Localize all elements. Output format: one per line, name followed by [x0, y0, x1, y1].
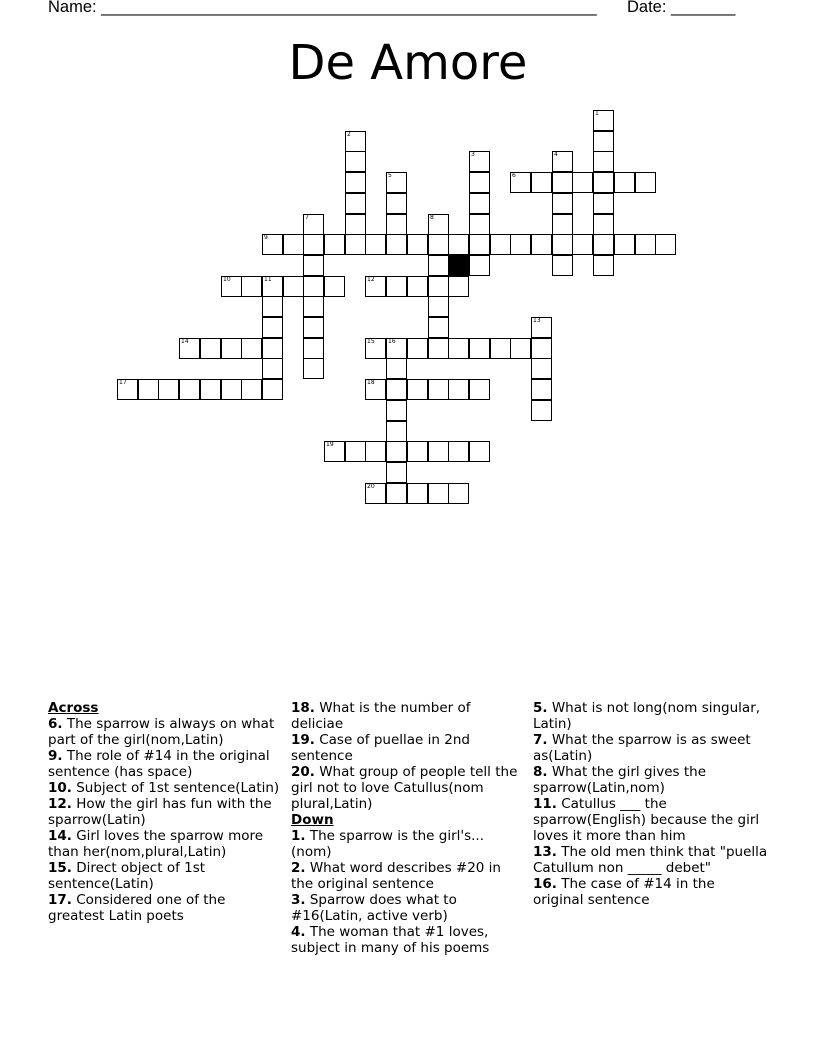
- grid-cell[interactable]: [593, 131, 614, 152]
- grid-cell[interactable]: [117, 379, 138, 400]
- grid-cell[interactable]: [593, 214, 614, 235]
- grid-cell[interactable]: [593, 193, 614, 214]
- clue-number: 17: [119, 379, 127, 386]
- clue-text: Catullus ___ the sparrow(English) because the girl loves it more than him: [533, 796, 760, 844]
- grid-cell[interactable]: [448, 276, 469, 297]
- grid-cell[interactable]: [262, 234, 283, 255]
- grid-cell[interactable]: [303, 276, 324, 297]
- grid-cell[interactable]: [345, 151, 366, 172]
- grid-cell[interactable]: [531, 338, 552, 359]
- clue-text: What is not long(nom singular, Latin): [533, 700, 761, 732]
- clue-number: 8: [430, 214, 434, 221]
- clue-text: How the girl has fun with the sparrow(Latin): [48, 796, 272, 828]
- clue-item: [48, 892, 280, 924]
- grid-cell[interactable]: [614, 234, 635, 255]
- grid-cell[interactable]: [303, 214, 324, 235]
- clue-item: [291, 892, 523, 924]
- clue-number: 9: [264, 234, 268, 241]
- clue-text: What group of people tell the girl not to love Catullus(nom plural,Latin): [291, 764, 518, 812]
- clue-number-label: 10.: [48, 780, 72, 796]
- grid-cell[interactable]: [655, 234, 676, 255]
- clue-column-3: [533, 700, 768, 908]
- grid-cell[interactable]: [407, 379, 428, 400]
- grid-cell[interactable]: [345, 441, 366, 462]
- grid-cell[interactable]: [324, 276, 345, 297]
- grid-cell[interactable]: [531, 358, 552, 379]
- grid-cell[interactable]: [345, 131, 366, 152]
- clue-number: 4: [554, 151, 558, 158]
- grid-cell[interactable]: [490, 338, 511, 359]
- grid-cell[interactable]: [365, 276, 386, 297]
- clue-number-label: 14.: [48, 828, 72, 844]
- clue-number: 10: [223, 276, 231, 283]
- clue-item: [533, 764, 768, 796]
- date-line: Date: _______: [627, 0, 736, 16]
- grid-cell[interactable]: [428, 234, 449, 255]
- clue-text: Sparrow does what to #16(Latin, active verb): [291, 892, 457, 924]
- grid-cell[interactable]: [365, 338, 386, 359]
- grid-cell[interactable]: [448, 483, 469, 504]
- grid-cell[interactable]: [593, 110, 614, 131]
- grid-cell[interactable]: [241, 276, 262, 297]
- grid-cell[interactable]: [428, 317, 449, 338]
- grid-cell[interactable]: [345, 234, 366, 255]
- clue-number-label: 3.: [291, 892, 306, 908]
- grid-cell[interactable]: [593, 255, 614, 276]
- clue-item: [291, 924, 523, 956]
- grid-cell[interactable]: [262, 276, 283, 297]
- grid-cell[interactable]: [200, 338, 221, 359]
- clue-number-label: 12.: [48, 796, 72, 812]
- grid-cell[interactable]: [386, 276, 407, 297]
- grid-cell[interactable]: [386, 338, 407, 359]
- clue-number: 12: [367, 276, 375, 283]
- clue-text: What word describes #20 in the original sentence: [291, 860, 501, 892]
- grid-cell[interactable]: [283, 276, 304, 297]
- grid-cell[interactable]: [428, 379, 449, 400]
- grid-cell[interactable]: [221, 338, 242, 359]
- grid-cell[interactable]: [448, 338, 469, 359]
- clue-number: 1: [595, 110, 599, 117]
- grid-cell[interactable]: [345, 214, 366, 235]
- clue-number-label: 20.: [291, 764, 315, 780]
- page-title: De Amore: [288, 35, 528, 91]
- grid-cell[interactable]: [324, 234, 345, 255]
- grid-cell[interactable]: [303, 358, 324, 379]
- grid-cell[interactable]: [428, 214, 449, 235]
- grid-cell[interactable]: [572, 172, 593, 193]
- clue-number: 20: [367, 483, 375, 490]
- grid-cell[interactable]: [510, 172, 531, 193]
- clue-number: 13: [533, 317, 541, 324]
- grid-cell[interactable]: [303, 234, 324, 255]
- clue-number-label: 18.: [291, 700, 315, 716]
- clue-text: What the girl gives the sparrow(Latin,nom): [533, 764, 707, 796]
- grid-cell[interactable]: [241, 338, 262, 359]
- grid-cell[interactable]: [490, 234, 511, 255]
- clue-item: [291, 860, 523, 892]
- grid-cell[interactable]: [552, 151, 573, 172]
- grid-cell[interactable]: [448, 234, 469, 255]
- grid-cell[interactable]: [158, 379, 179, 400]
- grid-cell[interactable]: [386, 172, 407, 193]
- clue-text: The old men think that "puella Catullum non _____ debet": [533, 844, 768, 876]
- clue-number-label: 1.: [291, 828, 306, 844]
- grid-cell[interactable]: [179, 379, 200, 400]
- grid-cell[interactable]: [303, 255, 324, 276]
- grid-cell[interactable]: [510, 234, 531, 255]
- clue-item: [48, 828, 280, 860]
- clue-text: What the sparrow is as sweet as(Latin): [533, 732, 751, 764]
- grid-cell[interactable]: [262, 296, 283, 317]
- grid-cell[interactable]: [428, 338, 449, 359]
- clue-item: [48, 780, 280, 796]
- clue-number-label: 13.: [533, 844, 557, 860]
- grid-cell[interactable]: [635, 172, 656, 193]
- clue-item: [291, 700, 523, 732]
- grid-cell[interactable]: [552, 255, 573, 276]
- grid-cell[interactable]: [448, 441, 469, 462]
- grid-cell[interactable]: [386, 214, 407, 235]
- clue-number: 16: [388, 338, 396, 345]
- grid-cell[interactable]: [303, 317, 324, 338]
- grid-cell[interactable]: [262, 358, 283, 379]
- clue-text: The sparrow is the girl's...(nom): [291, 828, 485, 860]
- clue-number: 11: [264, 276, 272, 283]
- clue-section-heading: Down: [291, 812, 334, 828]
- grid-cell[interactable]: [221, 276, 242, 297]
- grid-cell[interactable]: [531, 172, 552, 193]
- clue-item: [291, 828, 523, 860]
- grid-cell[interactable]: [241, 379, 262, 400]
- clue-text: Girl loves the sparrow more than her(nom,plural,Latin): [48, 828, 264, 860]
- grid-cell[interactable]: [469, 214, 490, 235]
- grid-cell[interactable]: [469, 172, 490, 193]
- clue-number: 3: [471, 151, 475, 158]
- grid-cell[interactable]: [262, 379, 283, 400]
- grid-cell[interactable]: [200, 379, 221, 400]
- grid-cell[interactable]: [324, 441, 345, 462]
- grid-cell[interactable]: [531, 379, 552, 400]
- clue-item: [48, 748, 280, 780]
- grid-cell[interactable]: [407, 276, 428, 297]
- grid-cell[interactable]: [386, 234, 407, 255]
- clue-item: [533, 700, 768, 732]
- clue-item: [533, 876, 768, 908]
- grid-cell[interactable]: [448, 379, 469, 400]
- grid-cell[interactable]: [531, 234, 552, 255]
- grid-cell[interactable]: [407, 234, 428, 255]
- clue-number-label: 5.: [533, 700, 548, 716]
- grid-cell[interactable]: [303, 338, 324, 359]
- grid-cell[interactable]: [428, 276, 449, 297]
- clue-number: 18: [367, 379, 375, 386]
- grid-cell[interactable]: [469, 441, 490, 462]
- clue-text: Considered one of the greatest Latin poets: [48, 892, 226, 924]
- clue-number-label: 4.: [291, 924, 306, 940]
- grid-block-cell: [448, 255, 469, 276]
- clue-number-label: 9.: [48, 748, 63, 764]
- grid-cell[interactable]: [552, 214, 573, 235]
- grid-cell[interactable]: [365, 379, 386, 400]
- clue-number-label: 17.: [48, 892, 72, 908]
- grid-cell[interactable]: [593, 151, 614, 172]
- clue-number: 19: [326, 441, 334, 448]
- grid-cell[interactable]: [386, 193, 407, 214]
- clue-item: [533, 844, 768, 876]
- grid-cell[interactable]: [386, 483, 407, 504]
- clue-section-heading: Across: [48, 700, 99, 716]
- grid-cell[interactable]: [365, 483, 386, 504]
- clue-number-label: 8.: [533, 764, 548, 780]
- grid-cell[interactable]: [552, 193, 573, 214]
- grid-cell[interactable]: [386, 379, 407, 400]
- grid-cell[interactable]: [365, 441, 386, 462]
- grid-cell[interactable]: [407, 338, 428, 359]
- clue-column-2: [291, 700, 523, 956]
- clue-number: 7: [305, 214, 309, 221]
- grid-cell[interactable]: [386, 358, 407, 379]
- grid-cell[interactable]: [469, 255, 490, 276]
- grid-cell[interactable]: [262, 317, 283, 338]
- clue-item: [533, 732, 768, 764]
- grid-cell[interactable]: [614, 172, 635, 193]
- grid-cell[interactable]: [386, 421, 407, 442]
- grid-cell[interactable]: [407, 483, 428, 504]
- name-line: Name: ______________________________________________________: [48, 0, 597, 16]
- clue-number: 14: [181, 338, 189, 345]
- clue-text: The sparrow is always on what part of the girl(nom,Latin): [48, 716, 275, 748]
- grid-cell[interactable]: [469, 151, 490, 172]
- clue-number: 2: [347, 131, 351, 138]
- grid-cell[interactable]: [531, 317, 552, 338]
- grid-cell[interactable]: [221, 379, 242, 400]
- clue-text: The case of #14 in the original sentence: [533, 876, 715, 908]
- clue-number-label: 19.: [291, 732, 315, 748]
- clue-text: The role of #14 in the original sentence (has space): [48, 748, 270, 780]
- grid-cell[interactable]: [365, 234, 386, 255]
- clue-number-label: 6.: [48, 716, 63, 732]
- grid-cell[interactable]: [469, 379, 490, 400]
- clue-number-label: 11.: [533, 796, 557, 812]
- grid-cell[interactable]: [283, 234, 304, 255]
- grid-cell[interactable]: [469, 338, 490, 359]
- grid-cell[interactable]: [428, 296, 449, 317]
- grid-cell[interactable]: [552, 172, 573, 193]
- clue-number-label: 2.: [291, 860, 306, 876]
- clue-number: 6: [512, 172, 516, 179]
- clue-number-label: 7.: [533, 732, 548, 748]
- grid-cell[interactable]: [428, 441, 449, 462]
- clue-number-label: 16.: [533, 876, 557, 892]
- grid-cell[interactable]: [303, 296, 324, 317]
- grid-cell[interactable]: [407, 441, 428, 462]
- clue-item: [291, 732, 523, 764]
- clue-number: 15: [367, 338, 375, 345]
- grid-cell[interactable]: [345, 172, 366, 193]
- grid-cell[interactable]: [635, 234, 656, 255]
- grid-cell[interactable]: [386, 400, 407, 421]
- clue-text: The woman that #1 loves, subject in many of his poems: [291, 924, 490, 956]
- clue-text: Direct object of 1st sentence(Latin): [48, 860, 206, 892]
- clue-text: Case of puellae in 2nd sentence: [291, 732, 470, 764]
- clue-item: [533, 796, 768, 844]
- clue-number: 5: [388, 172, 392, 179]
- clue-column-1: [48, 700, 280, 924]
- clue-number-label: 15.: [48, 860, 72, 876]
- grid-cell[interactable]: [572, 234, 593, 255]
- grid-cell[interactable]: [386, 441, 407, 462]
- grid-cell[interactable]: [138, 379, 159, 400]
- grid-cell[interactable]: [510, 338, 531, 359]
- clue-text: Subject of 1st sentence(Latin): [71, 780, 280, 796]
- grid-cell[interactable]: [531, 400, 552, 421]
- grid-cell[interactable]: [428, 255, 449, 276]
- grid-cell[interactable]: [469, 234, 490, 255]
- clue-text: What is the number of deliciae: [291, 700, 471, 732]
- grid-cell[interactable]: [428, 483, 449, 504]
- grid-cell[interactable]: [179, 338, 200, 359]
- grid-cell[interactable]: [262, 338, 283, 359]
- grid-cell[interactable]: [345, 193, 366, 214]
- clue-item: [291, 764, 523, 812]
- clue-item: [48, 716, 280, 748]
- grid-cell[interactable]: [552, 234, 573, 255]
- grid-cell[interactable]: [593, 234, 614, 255]
- grid-cell[interactable]: [469, 193, 490, 214]
- grid-cell[interactable]: [593, 172, 614, 193]
- clue-item: [48, 796, 280, 828]
- grid-cell[interactable]: [386, 462, 407, 483]
- clue-item: [48, 860, 280, 892]
